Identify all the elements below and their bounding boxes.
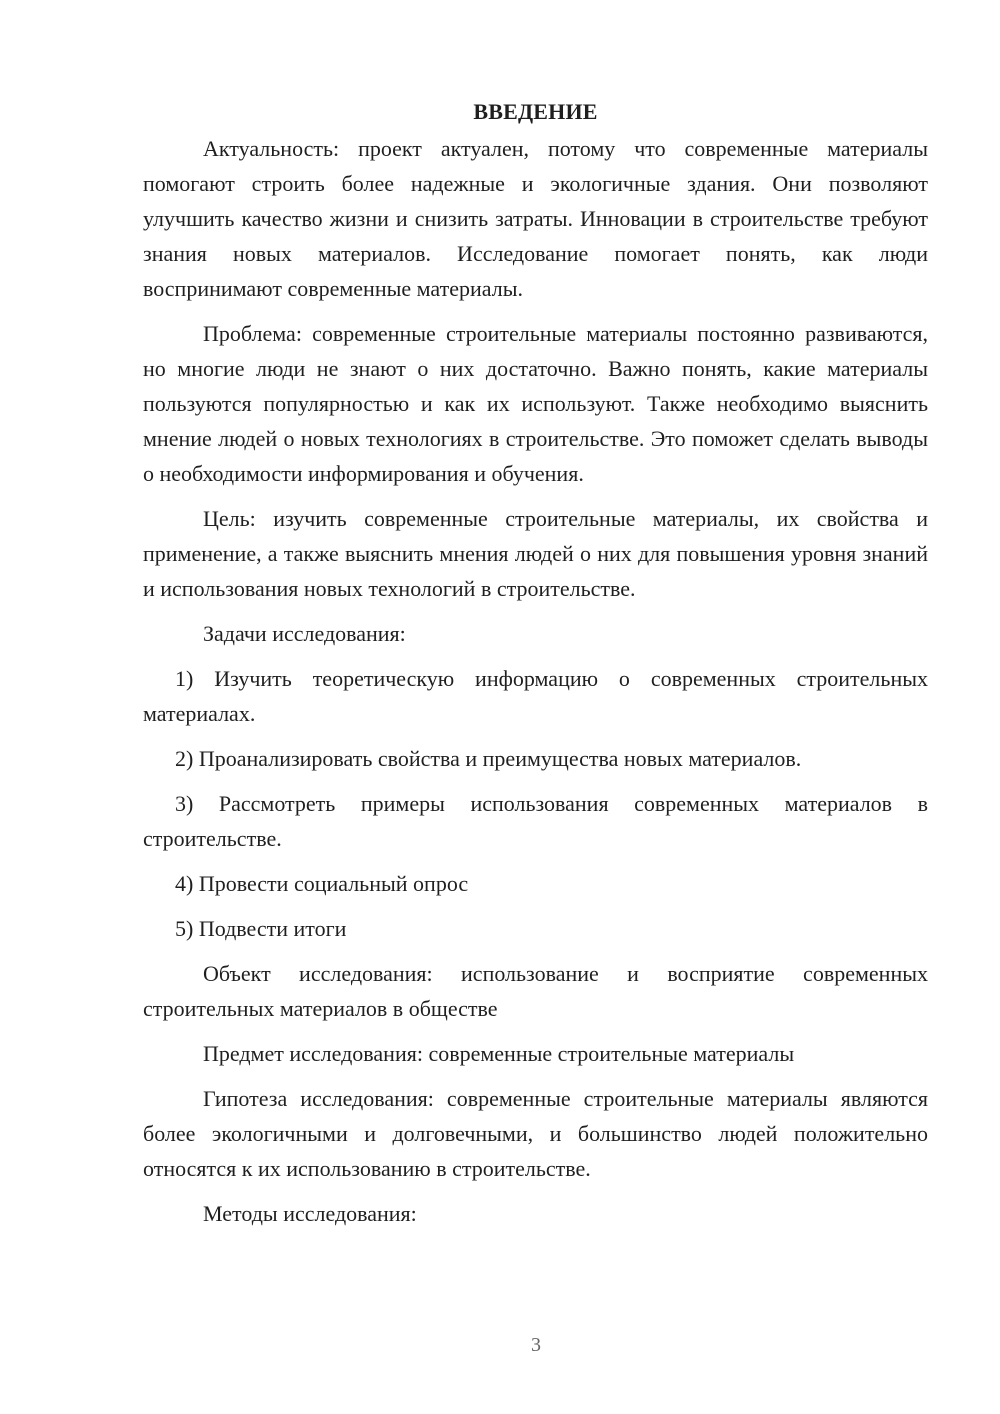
goal-paragraph: Цель: изучить современные строительные материалы, их свойства и применение, а также выяснить мнения людей о них для повышения уровня знаний и использования новых технологий в строительстве. [143,506,928,601]
methods-heading: Методы исследования: [203,1201,417,1226]
object-paragraph: Объект исследования: использование и восприятие современных строительных материалов в обществе [143,961,928,1021]
subject-paragraph: Предмет исследования: современные строительные материалы [203,1041,795,1066]
page-number: 3 [531,1334,541,1356]
relevance-paragraph: Актуальность: проект актуален, потому что современные материалы помогают строить более надежные и экологичные здания. Они позволяют улучшить качество жизни и снизить затраты. Инновации в строительстве требуют знания новых материалов. Исследование помогает понять, как люди воспринимают современные материалы. [143,136,928,301]
task-item-3: 3) Рассмотреть примеры использования современных материалов в строительстве. [143,791,928,851]
problem-paragraph: Проблема: современные строительные материалы постоянно развиваются, но многие люди не знают о них достаточно. Важно понять, какие материалы пользуются популярностью и как их используют. Также необходимо выяснить мнение людей о новых технологиях в строительстве. Это поможет сделать выводы о необходимости информирования и обучения. [143,321,928,486]
hypothesis-paragraph: Гипотеза исследования: современные строительные материалы являются более экологичными и долговечными, и большинство людей положительно относятся к их использованию в строительстве. [143,1086,928,1181]
task-item-1: 1) Изучить теоретическую информацию о современных строительных материалах. [143,666,928,726]
task-item-4: 4) Провести социальный опрос [175,871,469,896]
page-title: ВВЕДЕНИЕ [473,99,598,124]
task-item-5: 5) Подвести итоги [175,916,347,941]
tasks-list [143,661,928,946]
task-item-2: 2) Проанализировать свойства и преимущества новых материалов. [175,746,802,771]
document-content [143,94,928,1231]
tasks-heading: Задачи исследования: [203,621,406,646]
